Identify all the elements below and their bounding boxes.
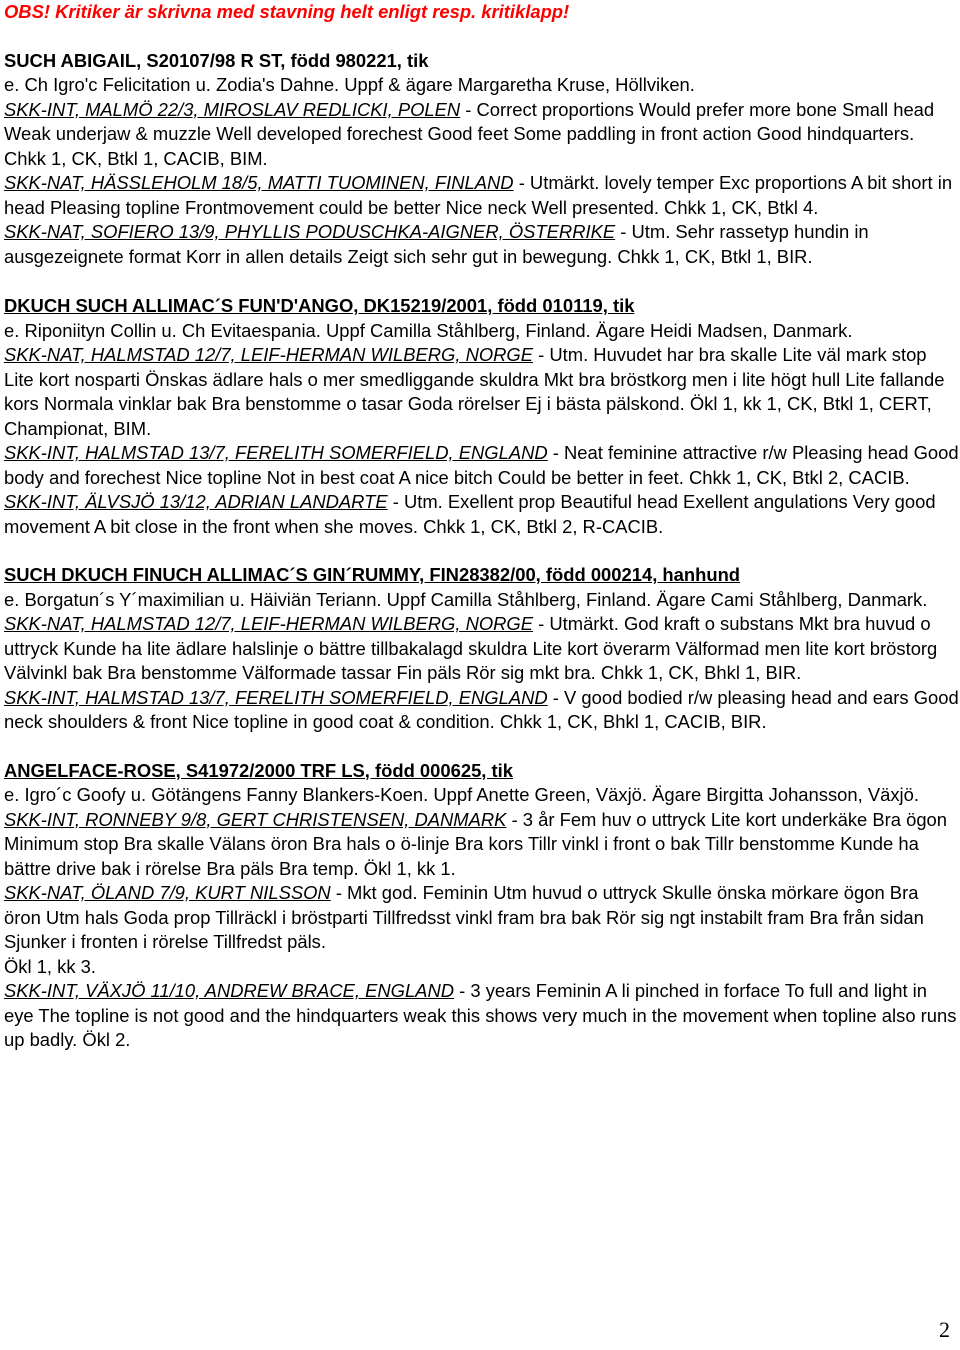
show-name: SKK-NAT, SOFIERO 13/9, PHYLLIS PODUSCHKA-AIGNER, ÖSTERRIKE: [4, 221, 616, 242]
dog-title: ANGELFACE-ROSE, S41972/2000 TRF LS, född 000625, tik: [4, 759, 513, 781]
document-page: [4, 0, 960, 1053]
dog-entry: [4, 49, 960, 270]
critique-text: - 3 år Fem huv o uttryck Lite kort underkäke Bra ögon Minimum stop Bra skalle Välans öron Bra hals o ö-linje Bra kors Tillr vinkl i front o bak Tillr benstomme Kunde ha bättre drive bak i rörelse Bra päls Bra temp. Ökl 1, kk 1.: [4, 808, 948, 879]
critique-text: - Utm. Exellent prop Beautiful head Exellent angulations Very good movement A bit close in the front when she moves. Chkk 1, CK, Btkl 2, R-CACIB.: [4, 491, 936, 537]
dog-title: SUCH ABIGAIL, S20107/98 R ST, född 980221, tik: [4, 49, 429, 71]
dog-entry: [4, 759, 960, 1053]
notice-heading: OBS! Kritiker är skrivna med stavning helt enligt resp. kritiklapp!: [4, 1, 570, 22]
critique: [4, 490, 960, 539]
critique-text: - Neat feminine attractive r/w Pleasing head Good body and forechest Nice topline Not in best coat A nice bitch Could be better in feet. Chkk 1, CK, Btkl 2, CACIB.: [4, 442, 959, 488]
critique: [4, 441, 960, 490]
critique: [4, 808, 960, 882]
critique-text: - Mkt god. Feminin Utm huvud o uttryck Skulle önska mörkare ögon Bra öron Utm hals Goda prop Tillräckl i bröstparti Tillfredsst vinkl fram bra bak Rör sig ngt instabilt fram Bra från sidan Sjunker i fronten i rörelse Tillfredst päls.: [4, 882, 924, 952]
dog-title: DKUCH SUCH ALLIMAC´S FUN'D'ANGO, DK15219/2001, född 010119, tik: [4, 295, 635, 316]
critique: [4, 881, 960, 955]
critique-text: - Utm. Huvudet har bra skalle Lite väl mark stop Lite kort nosparti Önskas ädlare hals o mer smedliggande skuldra Mkt bra bröstkorg men i lite högt hull Lite fallande kors Normala vinklar bak Bra benstomme o tasar Goda rörelser Ej i bästa pälskond. Ökl 1, kk 1, CK, Btkl 1, CERT, Championat, BIM.: [4, 344, 945, 439]
show-name: SKK-INT, VÄXJÖ 11/10, ANDREW BRACE, ENGLAND: [4, 980, 455, 1001]
dog-parentage: e. Borgatun´s Y´maximilian u. Häiviän Teriann. Uppf Camilla Ståhlberg, Finland. Ägare Cami Ståhlberg, Danmark.: [4, 588, 928, 610]
critique: [4, 612, 960, 686]
show-name: SKK-NAT, HÄSSLEHOLM 18/5, MATTI TUOMINEN, FINLAND: [4, 172, 514, 193]
dog-entry: [4, 563, 960, 735]
page-number: 2: [939, 1316, 950, 1342]
dog-parentage: e. Riponiityn Collin u. Ch Evitaespania. Uppf Camilla Ståhlberg, Finland. Ägare Heidi Madsen, Danmark.: [4, 319, 853, 341]
critique-text: - Utmärkt. God kraft o substans Mkt bra huvud o uttryck Kunde ha lite ädlare halslinje o bättre tillbakalagd skuldra Lite kort överarm Välformad men lite kort bröstorg Välvinkl bak Bra benstomme Välformade tassar Fin päls Rör sig mkt bra. Chkk 1, CK, Bhkl 1, BIR.: [4, 613, 938, 683]
critique-text: - Utmärkt. lovely temper Exc proportions A bit short in head Pleasing topline Frontmovement could be better Nice neck Well presented. Chkk 1, CK, Btkl 4.: [4, 172, 953, 218]
show-name: SKK-INT, RONNEBY 9/8, GERT CHRISTENSEN, DANMARK: [4, 808, 507, 830]
show-name: SKK-INT, HALMSTAD 13/7, FERELITH SOMERFIELD, ENGLAND: [4, 686, 548, 708]
critique: [4, 98, 960, 172]
critique-text: - V good bodied r/w pleasing head and ears Good neck shoulders & front Nice topline in good coat & condition. Chkk 1, CK, Bhkl 1, CACIB, BIR.: [4, 686, 959, 732]
dog-entry: [4, 294, 960, 539]
dog-parentage: e. Ch Igro'c Felicitation u. Zodia's Dahne. Uppf & ägare Margaretha Kruse, Höllviken.: [4, 74, 695, 95]
critique-text: - Utm. Sehr rassetyp hundin in ausgezeignete format Korr in allen details Zeigt sich sehr gut in bewegung. Chkk 1, CK, Btkl 1, BIR.: [4, 221, 869, 267]
critique-tail: Ökl 1, kk 3.: [4, 955, 96, 977]
critique: [4, 686, 960, 735]
show-name: SKK-INT, MALMÖ 22/3, MIROSLAV REDLICKI, POLEN: [4, 98, 461, 120]
critique: [4, 979, 960, 1053]
show-name: SKK-INT, ÄLVSJÖ 13/12, ADRIAN LANDARTE: [4, 491, 388, 512]
dog-parentage: e. Igro´c Goofy u. Götängens Fanny Blankers-Koen. Uppf Anette Green, Växjö. Ägare Birgitta Johansson, Växjö.: [4, 784, 919, 805]
critique-text: - Correct proportions Would prefer more bone Small head Weak underjaw & muzzle Well developed forechest Good feet Some paddling in front action Good hindquarters. Chkk 1, CK, Btkl 1, CACIB, BIM.: [4, 98, 935, 169]
critique: [4, 220, 960, 269]
show-name: SKK-NAT, HALMSTAD 12/7, LEIF-HERMAN WILBERG, NORGE: [4, 613, 534, 634]
critique-text: - 3 years Feminin A li pinched in forface To full and light in eye The topline is not good and the hindquarters weak this shows very much in the movement when topline also runs up badly. Ökl 2.: [4, 980, 957, 1050]
show-name: SKK-INT, HALMSTAD 13/7, FERELITH SOMERFIELD, ENGLAND: [4, 442, 548, 463]
show-name: SKK-NAT, HALMSTAD 12/7, LEIF-HERMAN WILBERG, NORGE: [4, 344, 534, 365]
critique: [4, 343, 960, 441]
show-name: SKK-NAT, ÖLAND 7/9, KURT NILSSON: [4, 882, 331, 903]
dog-title: SUCH DKUCH FINUCH ALLIMAC´S GIN´RUMMY, FIN28382/00, född 000214, hanhund: [4, 564, 741, 585]
critique: [4, 171, 960, 220]
